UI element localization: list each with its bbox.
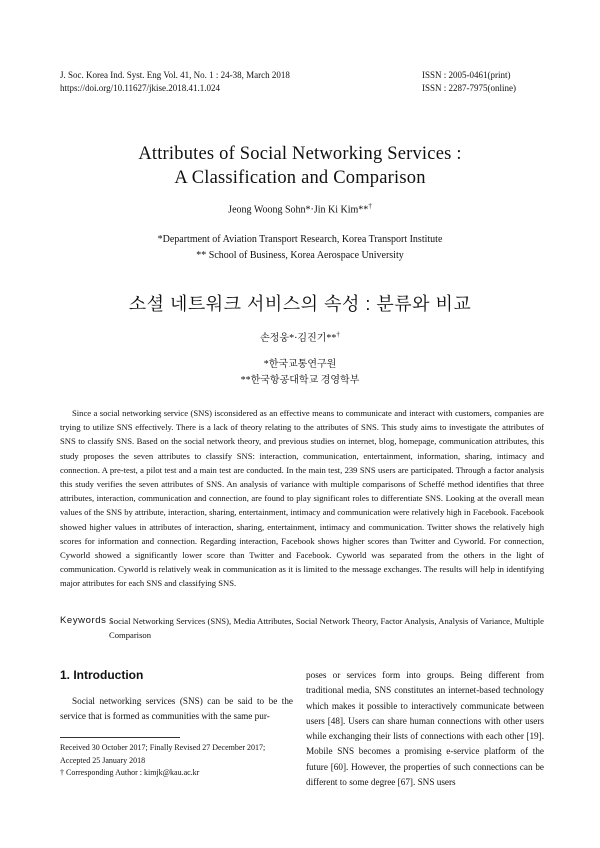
issn-online: ISSN : 2287-7975(online) [422, 83, 516, 93]
affiliation-2-en: ** School of Business, Korea Aerospace University [196, 250, 404, 261]
affiliation-1-en: *Department of Aviation Transport Research, Korea Transport Institute [157, 234, 443, 245]
author-names-en: Jeong Woong Sohn*·Jin Ki Kim** [228, 204, 369, 216]
running-header-left [60, 69, 290, 95]
author-list-ko [0, 329, 600, 344]
corresponding-mark-ko: † [336, 330, 340, 339]
keywords-block [60, 614, 544, 642]
intro-paragraph-left: Social networking services (SNS) can be said to be the service that is formed as communities with the same pur- [60, 696, 293, 721]
author-list-en [0, 202, 600, 215]
footnotes [60, 742, 300, 780]
keywords-label: Keywords : [60, 615, 113, 626]
affiliation-1-ko: *한국교통연구원 [263, 359, 337, 370]
paper-title-line1: Attributes of Social Networking Services : [138, 144, 462, 164]
paper-title [0, 142, 600, 190]
footnote-accepted: Accepted 25 January 2018 [60, 755, 146, 765]
section-heading-introduction: 1. Introduction [60, 668, 144, 682]
abstract-text: Since a social networking service (SNS) isconsidered as an effective means to communicate and interact with customers, companies are trying to utilize SNS effectively. There is a lack of theory relating to the attributes of SNS. This study aims to investigate the attributes of SNS to classify SNS. Based on the social network theory, and previous studies on internet, blog, homepage, communication attributes, this study proposes the seven attributes to classify SNS: interaction, communication, entertainment, information, sharing, intimacy and connection. A pre-test, a pilot test and a main test are conducted. In the main test, 239 SNS users are participated. Through a factor analysis this study verifies the seven attributes of SNS. An analysis of variance with multiple comparisons of Scheffé method identifies that three attributes, interaction, communication and connection, are found to play significant roles to differentiate SNS. Looking at the overall mean values of the SNS by attribute, interaction, sharing, entertainment, intimacy and communication were relatively high in Facebook. Facebook showed higher values in attributes of interaction, sharing, entertainment, intimacy and communication. Twitter shows the relatively high scores for information and connection. Regarding interaction, Facebook shows higher scores than Twitter and Cyworld. For connection, Cyworld showed a significantly lower score than Twitter and Facebook. Cyworld was separated from the others in the light of communication. Cyworld is relatively weak in communication as it is limited to the message exchanges. The results will help in identifying major attributes for each SNS and classifying SNS. [60, 408, 544, 589]
footnote-corresponding [60, 767, 300, 780]
affiliations-en [0, 232, 600, 264]
footnote-divider [60, 737, 180, 738]
journal-citation: J. Soc. Korea Ind. Syst. Eng Vol. 41, No. 1 : 24-38, March 2018 [60, 70, 290, 80]
dagger-mark: † [60, 768, 64, 777]
corresponding-mark-en: † [368, 202, 372, 210]
paper-title-line2: A Classification and Comparison [174, 168, 426, 188]
keywords-text: Social Networking Services (SNS), Media Attributes, Social Network Theory, Factor Analysis, Analysis of Variance, Multiple Comparison [109, 616, 544, 640]
affiliations-ko [0, 357, 600, 389]
doi-link[interactable]: https://doi.org/10.11627/jkise.2018.41.1.024 [60, 83, 221, 93]
running-header-right [422, 69, 542, 95]
affiliation-2-ko: **한국항공대학교 경영학부 [240, 375, 360, 386]
paper-title-ko: 소셜 네트워크 서비스의 속성 : 분류와 비교 [128, 294, 472, 314]
issn-print: ISSN : 2005-0461(print) [422, 70, 511, 80]
author-names-ko: 손정웅*·김진기** [260, 333, 337, 344]
corresponding-author-email: Corresponding Author : kimjk@kau.ac.kr [64, 768, 200, 777]
intro-paragraph-right: poses or services form into groups. Being different from traditional media, SNS constitutes an internet-based technology which makes it possible to interactively communicate between users [48]. Users can share human connections with other users while exchanging their lists of connections with each other [19]. Mobile SNS becomes a promising e-service platform of the future [60]. However, the properties of such connections can be different to some degree [67]. SNS users [306, 670, 544, 788]
footnote-received: Received 30 October 2017; Finally Revised 27 December 2017; [60, 743, 266, 752]
